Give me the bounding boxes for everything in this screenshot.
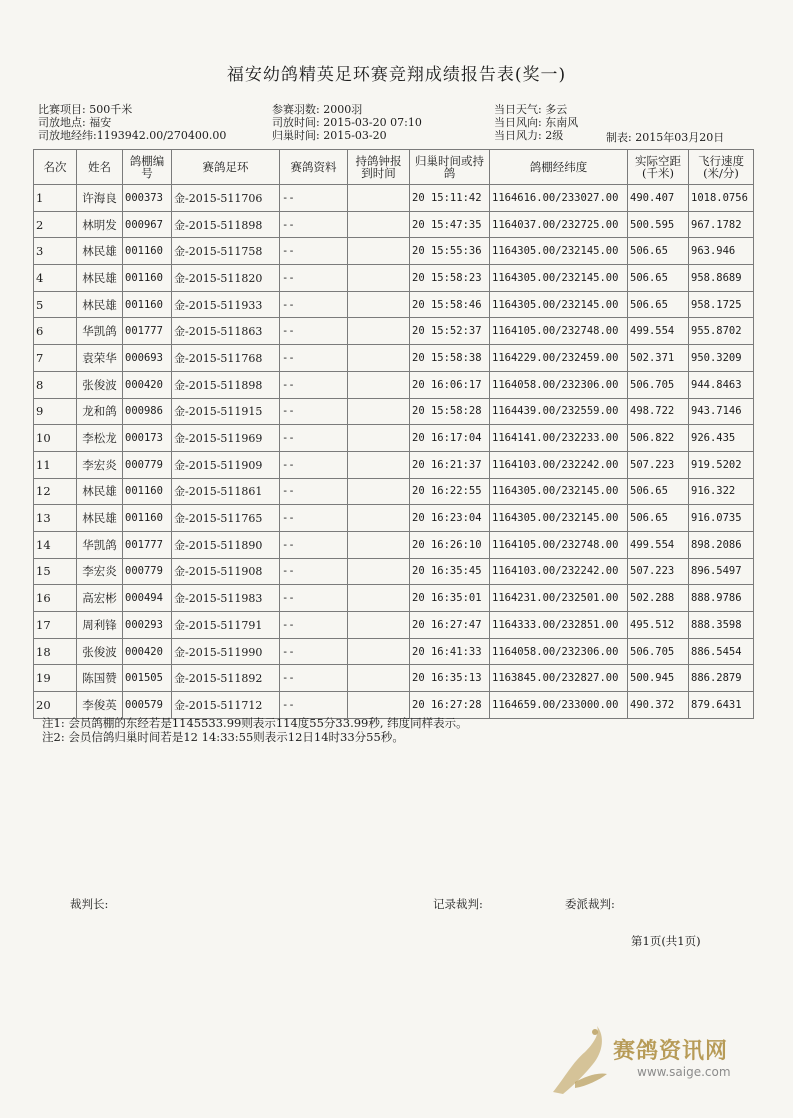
cell-coords: 1163845.00/232827.00 bbox=[490, 665, 628, 692]
cell-rank: 14 bbox=[34, 531, 77, 558]
cell-ring: 金-2015-511890 bbox=[172, 531, 280, 558]
cell-name: 陈国赞 bbox=[77, 665, 123, 692]
cell-ring: 金-2015-511969 bbox=[172, 425, 280, 452]
cell-rank: 7 bbox=[34, 345, 77, 372]
cell-ring: 金-2015-511892 bbox=[172, 665, 280, 692]
report-title: 福安幼鸽精英足环赛竞翔成绩报告表(奖一) bbox=[226, 65, 567, 85]
cell-rank: 5 bbox=[34, 291, 77, 318]
cell-arrival: 20 16:17:04 bbox=[410, 425, 490, 452]
cell-arrival: 20 16:35:45 bbox=[410, 558, 490, 585]
wind-direction: 当日风向: 东南风 bbox=[494, 116, 579, 129]
cell-arrival: 20 16:06:17 bbox=[410, 371, 490, 398]
cell-rank: 6 bbox=[34, 318, 77, 345]
cell-rank: 15 bbox=[34, 558, 77, 585]
cell-clock-time bbox=[348, 238, 410, 265]
cell-pigeon-info: -- bbox=[280, 478, 348, 505]
recording-referee-signature: 记录裁判: bbox=[433, 897, 483, 911]
table-made-date: 制表: 2015年03月20日 bbox=[606, 131, 725, 144]
cell-distance: 499.554 bbox=[628, 531, 689, 558]
header-coords: 鸽棚经纬度 bbox=[490, 150, 628, 185]
cell-pigeon-info: -- bbox=[280, 638, 348, 665]
cell-clock-time bbox=[348, 265, 410, 292]
table-row bbox=[34, 451, 754, 478]
cell-pigeon-info: -- bbox=[280, 398, 348, 425]
cell-name: 林民雄 bbox=[77, 478, 123, 505]
cell-ring: 金-2015-511990 bbox=[172, 638, 280, 665]
cell-speed: 916.0735 bbox=[689, 505, 754, 532]
cell-distance: 506.65 bbox=[628, 505, 689, 532]
cell-distance: 506.705 bbox=[628, 638, 689, 665]
cell-ring: 金-2015-511909 bbox=[172, 451, 280, 478]
cell-speed: 898.2086 bbox=[689, 531, 754, 558]
cell-distance: 490.372 bbox=[628, 692, 689, 719]
cell-coords: 1164229.00/232459.00 bbox=[490, 345, 628, 372]
cell-speed: 886.2879 bbox=[689, 665, 754, 692]
cell-distance: 506.705 bbox=[628, 371, 689, 398]
page-number: 第1页(共1页) bbox=[631, 934, 701, 948]
cell-clock-time bbox=[348, 211, 410, 238]
header-distance: 实际空距(千米) bbox=[628, 150, 689, 185]
header-rank: 名次 bbox=[34, 150, 77, 185]
cell-name: 许海良 bbox=[77, 185, 123, 212]
cell-coords: 1164616.00/233027.00 bbox=[490, 185, 628, 212]
cell-rank: 3 bbox=[34, 238, 77, 265]
cell-coords: 1164058.00/232306.00 bbox=[490, 371, 628, 398]
cell-rank: 13 bbox=[34, 505, 77, 532]
cell-speed: 963.946 bbox=[689, 238, 754, 265]
footnote-2: 注2: 会员信鸽归巢时间若是12 14:33:55则表示12日14时33分55秒。 bbox=[42, 730, 404, 744]
cell-arrival: 20 16:27:28 bbox=[410, 692, 490, 719]
cell-name: 周利锋 bbox=[77, 612, 123, 639]
cell-rank: 8 bbox=[34, 371, 77, 398]
cell-ring: 金-2015-511915 bbox=[172, 398, 280, 425]
cell-loft: 000779 bbox=[123, 558, 172, 585]
cell-speed: 955.8702 bbox=[689, 318, 754, 345]
weather: 当日天气: 多云 bbox=[494, 103, 568, 116]
cell-name: 张俊波 bbox=[77, 371, 123, 398]
cell-speed: 944.8463 bbox=[689, 371, 754, 398]
cell-loft: 000373 bbox=[123, 185, 172, 212]
cell-ring: 金-2015-511758 bbox=[172, 238, 280, 265]
cell-rank: 4 bbox=[34, 265, 77, 292]
table-row bbox=[34, 345, 754, 372]
cell-speed: 916.322 bbox=[689, 478, 754, 505]
table-row bbox=[34, 638, 754, 665]
cell-name: 袁荣华 bbox=[77, 345, 123, 372]
header-clock-time: 持鸽钟报到时间 bbox=[348, 150, 410, 185]
cell-distance: 500.595 bbox=[628, 211, 689, 238]
cell-distance: 506.822 bbox=[628, 425, 689, 452]
table-row bbox=[34, 612, 754, 639]
cell-ring: 金-2015-511712 bbox=[172, 692, 280, 719]
table-row bbox=[34, 585, 754, 612]
info-column-middle bbox=[272, 103, 422, 142]
table-row bbox=[34, 371, 754, 398]
cell-loft: 000779 bbox=[123, 451, 172, 478]
cell-loft: 001160 bbox=[123, 291, 172, 318]
cell-rank: 2 bbox=[34, 211, 77, 238]
cell-distance: 506.65 bbox=[628, 478, 689, 505]
release-time: 司放时间: 2015-03-20 07:10 bbox=[272, 116, 422, 129]
cell-pigeon-info: -- bbox=[280, 425, 348, 452]
cell-distance: 506.65 bbox=[628, 238, 689, 265]
table-row bbox=[34, 692, 754, 719]
cell-ring: 金-2015-511933 bbox=[172, 291, 280, 318]
cell-clock-time bbox=[348, 345, 410, 372]
cell-coords: 1164105.00/232748.00 bbox=[490, 318, 628, 345]
cell-name: 李俊英 bbox=[77, 692, 123, 719]
cell-rank: 12 bbox=[34, 478, 77, 505]
cell-name: 林民雄 bbox=[77, 291, 123, 318]
cell-loft: 000173 bbox=[123, 425, 172, 452]
watermark-logo bbox=[545, 1022, 785, 1102]
cell-name: 林民雄 bbox=[77, 265, 123, 292]
cell-pigeon-info: -- bbox=[280, 505, 348, 532]
cell-rank: 16 bbox=[34, 585, 77, 612]
cell-arrival: 20 15:58:23 bbox=[410, 265, 490, 292]
cell-clock-time bbox=[348, 531, 410, 558]
footnote-1: 注1: 会员鸽棚的东经若是1145533.99则表示114度55分33.99秒, 纬度同样表示。 bbox=[42, 716, 468, 730]
cell-speed: 888.9786 bbox=[689, 585, 754, 612]
cell-name: 张俊波 bbox=[77, 638, 123, 665]
table-row bbox=[34, 211, 754, 238]
cell-loft: 001777 bbox=[123, 531, 172, 558]
cell-clock-time bbox=[348, 478, 410, 505]
cell-ring: 金-2015-511820 bbox=[172, 265, 280, 292]
event-label: 比赛项目: 500千米 bbox=[38, 103, 133, 116]
cell-coords: 1164305.00/232145.00 bbox=[490, 478, 628, 505]
table-row bbox=[34, 238, 754, 265]
cell-arrival: 20 15:11:42 bbox=[410, 185, 490, 212]
cell-coords: 1164333.00/232851.00 bbox=[490, 612, 628, 639]
return-time: 归巢时间: 2015-03-20 bbox=[272, 129, 387, 142]
info-column-right bbox=[494, 103, 578, 142]
cell-pigeon-info: -- bbox=[280, 612, 348, 639]
cell-distance: 500.945 bbox=[628, 665, 689, 692]
chief-referee-signature: 裁判长: bbox=[70, 897, 109, 911]
cell-name: 李宏炎 bbox=[77, 558, 123, 585]
cell-arrival: 20 16:35:01 bbox=[410, 585, 490, 612]
cell-clock-time bbox=[348, 371, 410, 398]
watermark-url: www.saige.com bbox=[637, 1065, 731, 1079]
header-speed: 飞行速度(米/分) bbox=[689, 150, 754, 185]
cell-clock-time bbox=[348, 692, 410, 719]
cell-loft: 000420 bbox=[123, 371, 172, 398]
cell-name: 华凯鸽 bbox=[77, 318, 123, 345]
cell-speed: 886.5454 bbox=[689, 638, 754, 665]
assigned-referee-signature: 委派裁判: bbox=[565, 897, 615, 911]
cell-clock-time bbox=[348, 665, 410, 692]
cell-speed: 958.8689 bbox=[689, 265, 754, 292]
cell-arrival: 20 16:26:10 bbox=[410, 531, 490, 558]
info-column-left bbox=[38, 103, 226, 142]
header-loft-no: 鸽棚编号 bbox=[123, 150, 172, 185]
results-table bbox=[33, 149, 754, 719]
cell-coords: 1164305.00/232145.00 bbox=[490, 265, 628, 292]
cell-distance: 507.223 bbox=[628, 558, 689, 585]
cell-rank: 1 bbox=[34, 185, 77, 212]
cell-pigeon-info: -- bbox=[280, 531, 348, 558]
cell-clock-time bbox=[348, 451, 410, 478]
cell-loft: 001160 bbox=[123, 238, 172, 265]
cell-distance: 506.65 bbox=[628, 291, 689, 318]
cell-pigeon-info: -- bbox=[280, 692, 348, 719]
cell-clock-time bbox=[348, 318, 410, 345]
header-name: 姓名 bbox=[77, 150, 123, 185]
cell-coords: 1164305.00/232145.00 bbox=[490, 238, 628, 265]
cell-loft: 000986 bbox=[123, 398, 172, 425]
cell-loft: 001160 bbox=[123, 505, 172, 532]
cell-arrival: 20 15:58:46 bbox=[410, 291, 490, 318]
cell-speed: 888.3598 bbox=[689, 612, 754, 639]
cell-distance: 499.554 bbox=[628, 318, 689, 345]
cell-name: 林民雄 bbox=[77, 238, 123, 265]
header-pigeon-info: 赛鸽资料 bbox=[280, 150, 348, 185]
cell-clock-time bbox=[348, 638, 410, 665]
cell-clock-time bbox=[348, 558, 410, 585]
table-body bbox=[34, 185, 754, 719]
cell-rank: 9 bbox=[34, 398, 77, 425]
cell-arrival: 20 16:27:47 bbox=[410, 612, 490, 639]
table-row bbox=[34, 425, 754, 452]
cell-speed: 958.1725 bbox=[689, 291, 754, 318]
cell-pigeon-info: -- bbox=[280, 318, 348, 345]
table-row bbox=[34, 398, 754, 425]
cell-arrival: 20 15:47:35 bbox=[410, 211, 490, 238]
cell-loft: 001777 bbox=[123, 318, 172, 345]
cell-arrival: 20 16:22:55 bbox=[410, 478, 490, 505]
cell-coords: 1164305.00/232145.00 bbox=[490, 291, 628, 318]
footnotes bbox=[42, 716, 468, 744]
cell-pigeon-info: -- bbox=[280, 585, 348, 612]
cell-loft: 000693 bbox=[123, 345, 172, 372]
cell-loft: 000579 bbox=[123, 692, 172, 719]
cell-distance: 498.722 bbox=[628, 398, 689, 425]
cell-loft: 001160 bbox=[123, 478, 172, 505]
cell-rank: 18 bbox=[34, 638, 77, 665]
cell-pigeon-info: -- bbox=[280, 238, 348, 265]
cell-name: 林明发 bbox=[77, 211, 123, 238]
cell-pigeon-info: -- bbox=[280, 558, 348, 585]
release-coords: 司放地经纬:1193942.00/270400.00 bbox=[38, 129, 227, 142]
cell-name: 李宏炎 bbox=[77, 451, 123, 478]
release-place: 司放地点: 福安 bbox=[38, 116, 112, 129]
cell-speed: 943.7146 bbox=[689, 398, 754, 425]
cell-pigeon-info: -- bbox=[280, 665, 348, 692]
cell-pigeon-info: -- bbox=[280, 345, 348, 372]
cell-clock-time bbox=[348, 505, 410, 532]
table-row bbox=[34, 291, 754, 318]
table-row bbox=[34, 665, 754, 692]
cell-loft: 000967 bbox=[123, 211, 172, 238]
cell-speed: 926.435 bbox=[689, 425, 754, 452]
cell-coords: 1164231.00/232501.00 bbox=[490, 585, 628, 612]
cell-name: 龙和鸽 bbox=[77, 398, 123, 425]
cell-ring: 金-2015-511768 bbox=[172, 345, 280, 372]
cell-speed: 879.6431 bbox=[689, 692, 754, 719]
cell-name: 李松龙 bbox=[77, 425, 123, 452]
cell-clock-time bbox=[348, 612, 410, 639]
cell-coords: 1164439.00/232559.00 bbox=[490, 398, 628, 425]
cell-pigeon-info: -- bbox=[280, 371, 348, 398]
table-row bbox=[34, 265, 754, 292]
table-row bbox=[34, 505, 754, 532]
cell-clock-time bbox=[348, 291, 410, 318]
cell-distance: 506.65 bbox=[628, 265, 689, 292]
header-arrival: 归巢时间或持鸽 bbox=[410, 150, 490, 185]
cell-coords: 1164037.00/232725.00 bbox=[490, 211, 628, 238]
cell-ring: 金-2015-511898 bbox=[172, 371, 280, 398]
cell-pigeon-info: -- bbox=[280, 265, 348, 292]
table-header-row bbox=[34, 150, 754, 185]
cell-distance: 502.371 bbox=[628, 345, 689, 372]
table-row bbox=[34, 318, 754, 345]
cell-clock-time bbox=[348, 398, 410, 425]
cell-pigeon-info: -- bbox=[280, 451, 348, 478]
cell-name: 华凯鸽 bbox=[77, 531, 123, 558]
cell-arrival: 20 15:58:38 bbox=[410, 345, 490, 372]
cell-speed: 1018.0756 bbox=[689, 185, 754, 212]
cell-ring: 金-2015-511861 bbox=[172, 478, 280, 505]
pigeon-logo-icon bbox=[545, 1022, 615, 1102]
cell-ring: 金-2015-511898 bbox=[172, 211, 280, 238]
cell-name: 高宏彬 bbox=[77, 585, 123, 612]
cell-rank: 10 bbox=[34, 425, 77, 452]
cell-arrival: 20 16:41:33 bbox=[410, 638, 490, 665]
cell-pigeon-info: -- bbox=[280, 185, 348, 212]
cell-distance: 507.223 bbox=[628, 451, 689, 478]
cell-ring: 金-2015-511791 bbox=[172, 612, 280, 639]
cell-loft: 000494 bbox=[123, 585, 172, 612]
cell-arrival: 20 16:23:04 bbox=[410, 505, 490, 532]
cell-clock-time bbox=[348, 585, 410, 612]
cell-speed: 967.1782 bbox=[689, 211, 754, 238]
cell-pigeon-info: -- bbox=[280, 291, 348, 318]
entries-count: 参赛羽数: 2000羽 bbox=[272, 103, 363, 116]
cell-arrival: 20 15:52:37 bbox=[410, 318, 490, 345]
cell-loft: 001160 bbox=[123, 265, 172, 292]
table-row bbox=[34, 558, 754, 585]
cell-rank: 20 bbox=[34, 692, 77, 719]
cell-ring: 金-2015-511765 bbox=[172, 505, 280, 532]
cell-arrival: 20 15:55:36 bbox=[410, 238, 490, 265]
cell-arrival: 20 15:58:28 bbox=[410, 398, 490, 425]
cell-coords: 1164105.00/232748.00 bbox=[490, 531, 628, 558]
cell-coords: 1164659.00/233000.00 bbox=[490, 692, 628, 719]
cell-distance: 502.288 bbox=[628, 585, 689, 612]
cell-distance: 490.407 bbox=[628, 185, 689, 212]
cell-ring: 金-2015-511706 bbox=[172, 185, 280, 212]
table-row bbox=[34, 531, 754, 558]
cell-name: 林民雄 bbox=[77, 505, 123, 532]
cell-rank: 17 bbox=[34, 612, 77, 639]
cell-clock-time bbox=[348, 185, 410, 212]
cell-loft: 001505 bbox=[123, 665, 172, 692]
cell-distance: 495.512 bbox=[628, 612, 689, 639]
cell-rank: 19 bbox=[34, 665, 77, 692]
header-ring: 赛鸽足环 bbox=[172, 150, 280, 185]
cell-arrival: 20 16:21:37 bbox=[410, 451, 490, 478]
cell-coords: 1164103.00/232242.00 bbox=[490, 558, 628, 585]
cell-coords: 1164058.00/232306.00 bbox=[490, 638, 628, 665]
cell-ring: 金-2015-511863 bbox=[172, 318, 280, 345]
cell-loft: 000420 bbox=[123, 638, 172, 665]
watermark-text: 赛鸽资讯网 bbox=[613, 1039, 729, 1064]
cell-clock-time bbox=[348, 425, 410, 452]
cell-arrival: 20 16:35:13 bbox=[410, 665, 490, 692]
table-row bbox=[34, 185, 754, 212]
cell-coords: 1164305.00/232145.00 bbox=[490, 505, 628, 532]
cell-pigeon-info: -- bbox=[280, 211, 348, 238]
cell-ring: 金-2015-511908 bbox=[172, 558, 280, 585]
cell-loft: 000293 bbox=[123, 612, 172, 639]
cell-speed: 919.5202 bbox=[689, 451, 754, 478]
cell-coords: 1164141.00/232233.00 bbox=[490, 425, 628, 452]
cell-speed: 896.5497 bbox=[689, 558, 754, 585]
cell-speed: 950.3209 bbox=[689, 345, 754, 372]
table-row bbox=[34, 478, 754, 505]
cell-rank: 11 bbox=[34, 451, 77, 478]
wind-force: 当日风力: 2级 bbox=[494, 129, 564, 142]
cell-coords: 1164103.00/232242.00 bbox=[490, 451, 628, 478]
cell-ring: 金-2015-511983 bbox=[172, 585, 280, 612]
